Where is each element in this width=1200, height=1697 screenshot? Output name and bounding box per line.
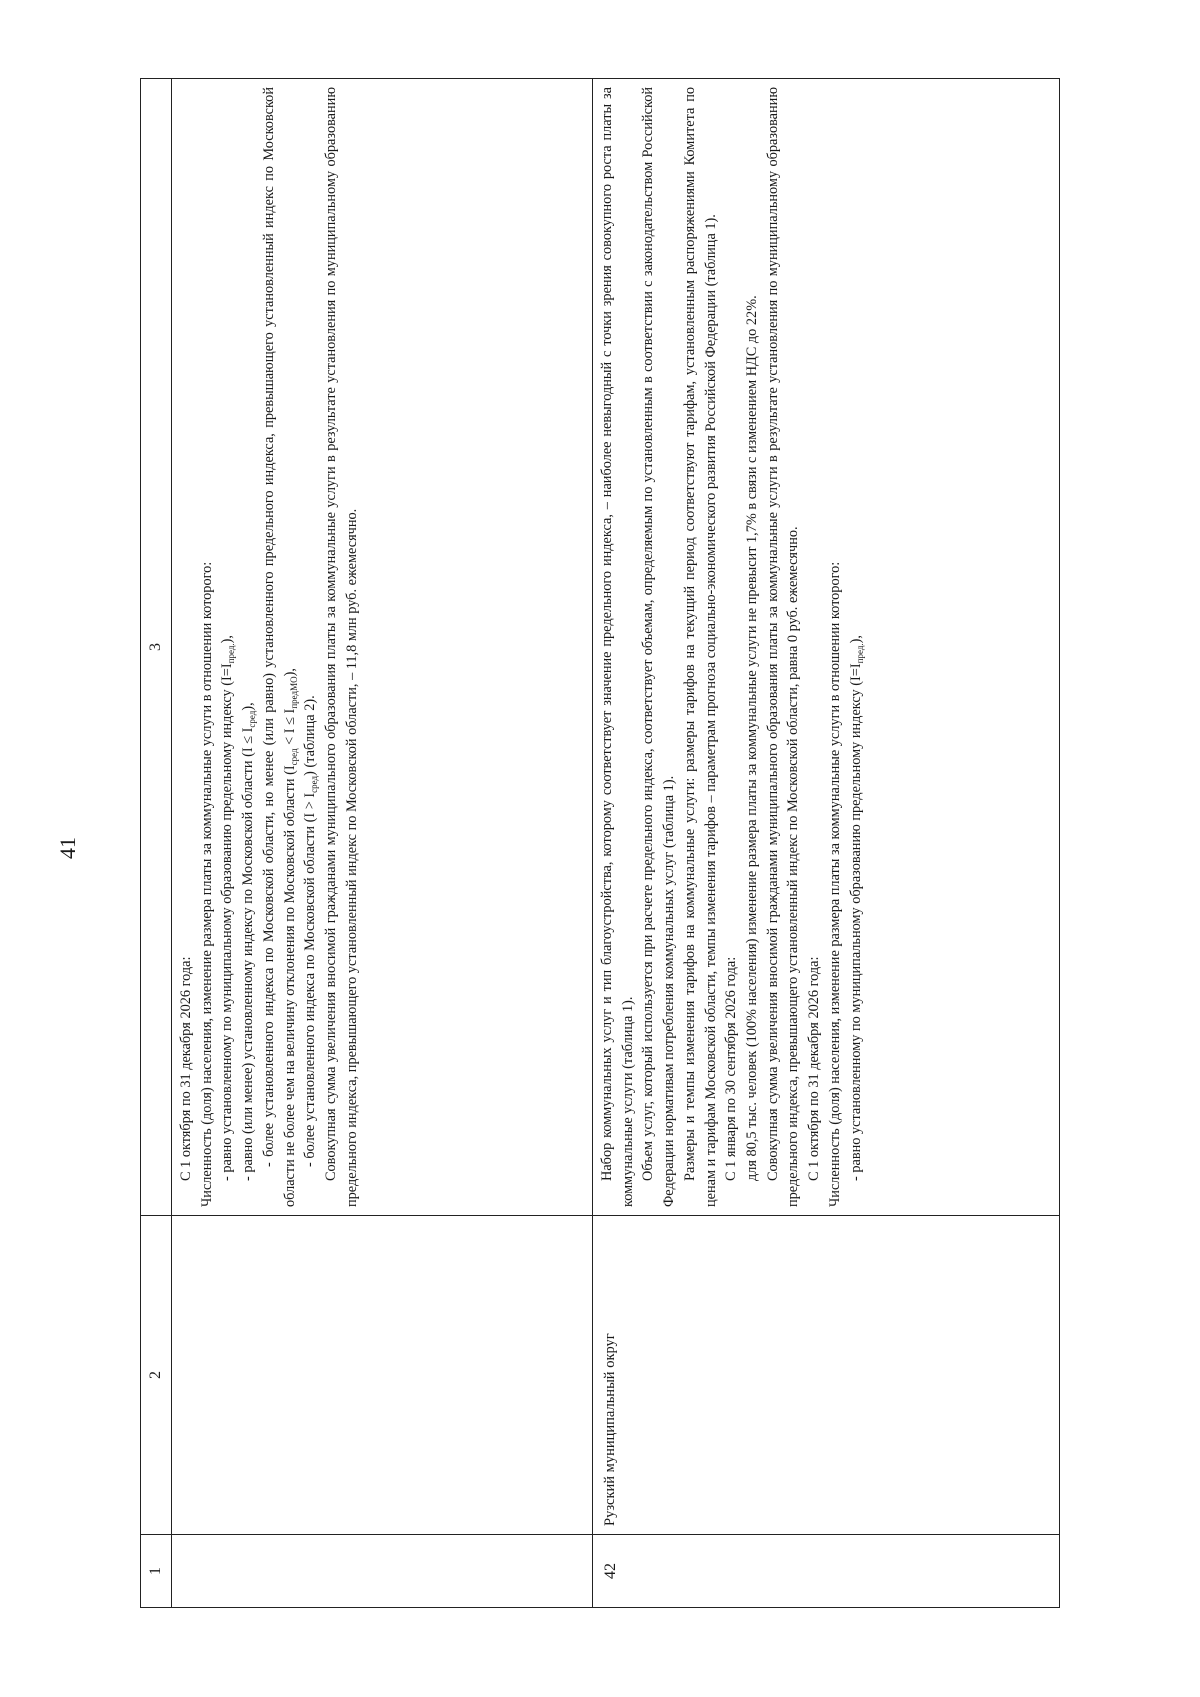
row1-description-cell: [172, 79, 593, 1216]
row1-total-sum: Совокупная сумма увеличения вносимой гражданами муниципального образования платы за коммунальные услуги в результате установления по муниципальному образованию предельного индекса, превышающего установленный индекс по Московской области, – 11,8 млн руб. ежемесячно.: [323, 87, 360, 1207]
row1-population-lead: Численность (доля) населения, изменение размера платы за коммунальные услуги в отношении которого:: [198, 561, 215, 1207]
table-row-42: [593, 79, 1060, 1608]
row2-number: 42: [593, 1535, 1060, 1608]
row2-period-2-heading: С 1 октября по 31 декабря 2026 года:: [806, 956, 823, 1181]
row1-bullet-less: - равно (или менее) установленному индексу по Московской области $(I \le I_{сред})$,: [240, 702, 258, 1181]
row2-description-cell: [593, 79, 1060, 1216]
row1-bullet-between: - более установленного индекса по Московской области, но менее (или равно) установленного предельного индекса, превышающего установленный индекс по Московской области не более чем на величину отклонения по Московской области $(I_{сред} < I \le I_{предМО})$,: [260, 87, 299, 1207]
index-table: [140, 78, 1060, 1608]
header-col-1: 1: [141, 1535, 172, 1608]
row2-services-volume: Объем услуг, который используется при расчете предельного индекса, соответствует объемам, определяемым по установленным в соответствии с законодательством Российской Федерации нормативам потребления коммунальных услуг (таблица 1).: [640, 87, 678, 1207]
table-row-continuation: [172, 79, 593, 1608]
row1-bullet-equal: - равно установленному по муниципальному образованию предельному индексу $(I=I_{пред.})$,: [219, 635, 237, 1181]
header-col-2: 2: [141, 1216, 172, 1535]
row2-bullet-equal: - равно установленному по муниципальному образованию предельному индексу $(I=I_{пред.})$,: [847, 635, 865, 1181]
table-header-row: [141, 79, 172, 1608]
row2-services-set: Набор коммунальных услуг и тип благоустройства, которому соответствует значение предельного индекса, – наиболее невыгодный с точки зрения совокупного роста платы за коммунальные услуги (таблица 1).: [599, 87, 636, 1207]
header-col-3: 3: [141, 79, 172, 1216]
row1-bullet-greater: - более установленного индекса по Московской области $(I > I_{сред})$ (таблица 2).: [302, 695, 320, 1167]
row2-municipality-name: Рузский муниципальный округ: [593, 1216, 1060, 1535]
rotated-page-content: [140, 78, 1060, 1608]
row1-period-heading: С 1 октября по 31 декабря 2026 года:: [178, 956, 194, 1181]
row2-tariffs: Размеры и темпы изменения тарифов на коммунальные услуги: размеры тарифов на текущий период соответствуют тарифам, установленным распоряжениями Комитета по ценам и тарифам Московской области, темпы изменения тарифов – параметрам прогноза социально-экономического развития Российской Федерации (таблица 1).: [681, 87, 719, 1207]
row2-period-1-text: для 80,5 тыс. человек (100% населения) изменение размера платы за коммунальные услуги не превысит 1,7% в связи с изменением НДС до 22%.: [744, 295, 761, 1181]
row2-period-1-heading: С 1 января по 30 сентября 2026 года:: [723, 956, 740, 1181]
row2-population-lead: Численность (доля) населения, изменение размера платы за коммунальные услуги в отношении которого:: [826, 561, 843, 1207]
row1-number-cell: [172, 1535, 593, 1608]
row1-name-cell: [172, 1216, 593, 1535]
page-number: 41: [55, 837, 80, 859]
row2-total-sum: Совокупная сумма увеличения вносимой гражданами муниципального образования платы за коммунальные услуги в результате установления по муниципальному образованию предельного индекса, превышающего установленный индекс по Московской области, равна 0 руб. ежемесячно.: [764, 87, 802, 1207]
